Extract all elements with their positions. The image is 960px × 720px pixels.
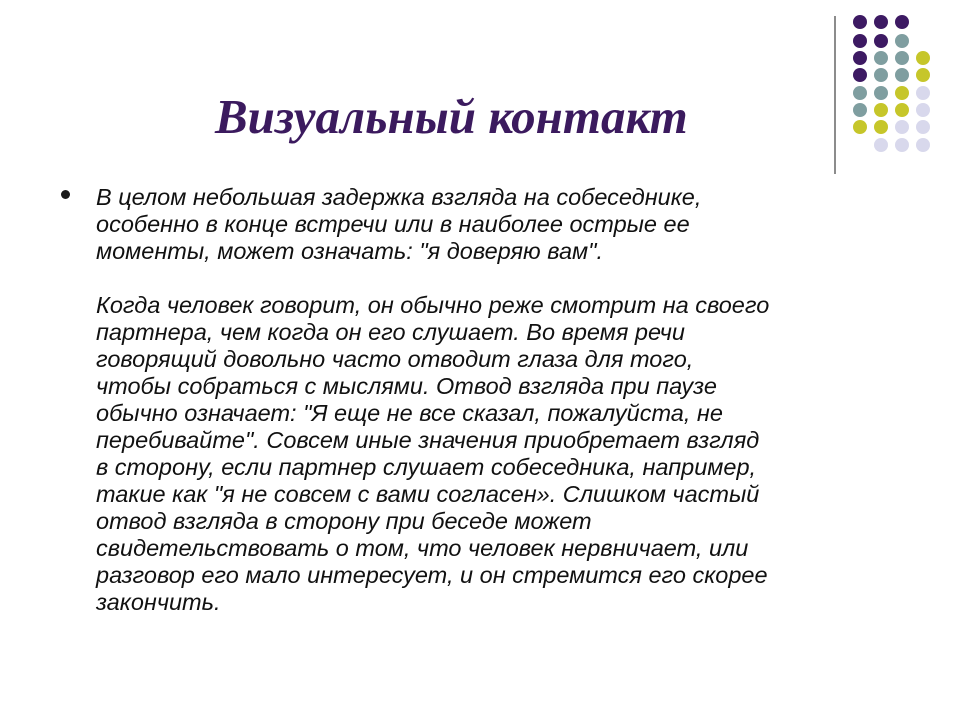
decorative-dot: [874, 34, 888, 48]
decorative-dot: [895, 51, 909, 65]
decorative-dot: [853, 34, 867, 48]
decorative-dot: [853, 51, 867, 65]
decorative-dot: [853, 120, 867, 134]
bullet-dot-icon: [61, 190, 70, 199]
decorative-dot: [895, 15, 909, 29]
decorative-dot: [895, 138, 909, 152]
decorative-dot: [895, 120, 909, 134]
decorative-dot: [874, 138, 888, 152]
decorative-dot: [916, 120, 930, 134]
decorative-dot: [853, 68, 867, 82]
decorative-dot: [853, 86, 867, 100]
decorative-dot: [895, 103, 909, 117]
slide-body: [96, 184, 916, 616]
decorative-dot: [874, 86, 888, 100]
decorative-divider-line: [834, 16, 836, 174]
decorative-dot: [916, 51, 930, 65]
decorative-dot: [916, 86, 930, 100]
body-paragraph-1: В целом небольшая задержка взгляда на собеседнике, особенно в конце встречи или в наиболее острые ее моменты, может означать: "я доверяю вам".: [96, 184, 702, 264]
decorative-dot: [874, 51, 888, 65]
body-paragraph-2: Когда человек говорит, он обычно реже смотрит на своего партнера, чем когда он его слушает. Во время речи говорящий довольно часто отводит глаза для того, чтобы собраться с мыслями. Отвод взгляда при паузе обычно означает: "Я еще не все сказал, пожалуйста, не перебивайте". Совсем иные значения приобретает взгляд в сторону, если партнер слушает собеседника, например, такие как "я не совсем с вами согласен». Слишком частый отвод взгляда в сторону при беседе может свидетельствовать о том, что человек нервничает, или разговор его мало интересует, и он стремится его скорее закончить.: [96, 292, 770, 615]
decorative-dot: [853, 15, 867, 29]
decorative-dot: [895, 34, 909, 48]
decorative-dot: [853, 103, 867, 117]
decorative-dot: [874, 120, 888, 134]
decorative-dot: [895, 86, 909, 100]
decorative-dot: [916, 103, 930, 117]
slide-title: Визуальный контакт: [215, 89, 688, 144]
paragraph-spacer: [96, 265, 916, 292]
decorative-dot: [874, 15, 888, 29]
decorative-dot: [895, 68, 909, 82]
decorative-dot: [874, 68, 888, 82]
decorative-dot: [916, 138, 930, 152]
decorative-dot: [916, 68, 930, 82]
decorative-dot: [874, 103, 888, 117]
